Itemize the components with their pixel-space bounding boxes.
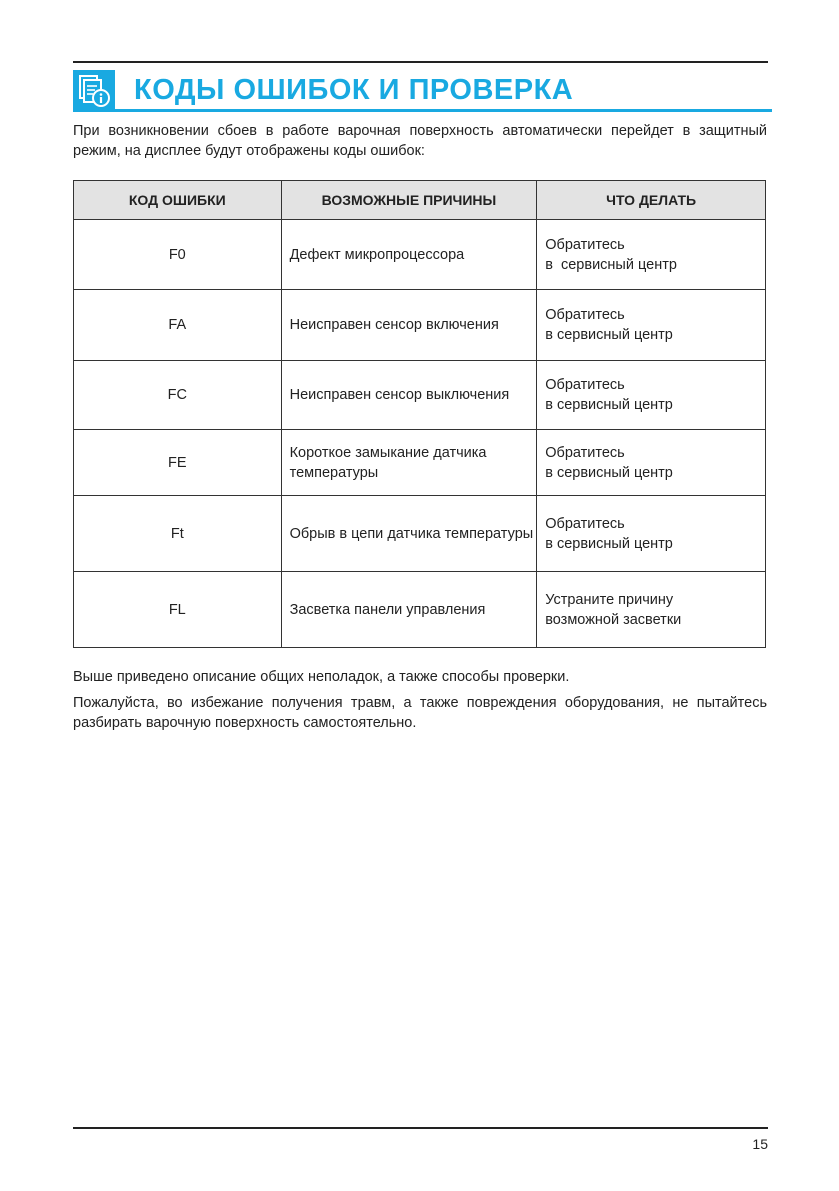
error-action: Устраните причину возможной засветки xyxy=(537,572,766,648)
top-divider xyxy=(73,61,768,63)
table-row xyxy=(74,430,766,496)
title-underline xyxy=(73,109,772,112)
table-row xyxy=(74,572,766,648)
error-code: FC xyxy=(74,361,282,430)
table-header-row xyxy=(74,181,766,220)
error-cause: Неисправен сенсор выключения xyxy=(281,361,537,430)
error-code: F0 xyxy=(74,220,282,290)
table-row xyxy=(74,290,766,361)
error-code: FL xyxy=(74,572,282,648)
document-info-icon xyxy=(73,70,115,110)
error-action: Обратитесь в сервисный центр xyxy=(537,430,766,496)
table-row xyxy=(74,496,766,572)
section-header xyxy=(73,70,768,110)
table-row xyxy=(74,220,766,290)
note-safety-warning: Пожалуйста, во избежание получения травм, а также повреждения оборудования, не пытайтесь разбирать варочную поверхность самостоятельно. xyxy=(73,695,767,731)
page-title: КОДЫ ОШИБОК И ПРОВЕРКА xyxy=(134,74,574,106)
error-action: Обратитесь в сервисный центр xyxy=(537,361,766,430)
error-cause: Засветка панели управления xyxy=(281,572,537,648)
error-code: Ft xyxy=(74,496,282,572)
error-code: FA xyxy=(74,290,282,361)
error-cause: Обрыв в цепи датчика температуры xyxy=(281,496,537,572)
error-action: Обратитесь в сервисный центр xyxy=(537,220,766,290)
note-general: Выше приведено описание общих неполадок, а также способы проверки. xyxy=(73,669,570,685)
table-row xyxy=(74,361,766,430)
header-actions: ЧТО ДЕЛАТЬ xyxy=(537,181,766,220)
error-cause: Короткое замыкание датчика температуры xyxy=(281,430,537,496)
error-cause: Неисправен сенсор включения xyxy=(281,290,537,361)
error-cause: Дефект микропроцессора xyxy=(281,220,537,290)
error-action: Обратитесь в сервисный центр xyxy=(537,290,766,361)
intro-paragraph: При возникновении сбоев в работе варочная поверхность автоматически перейдет в защитный режим, на дисплее будут отображены коды ошибок: xyxy=(73,123,767,159)
page-number: 15 xyxy=(752,1136,768,1152)
header-causes: ВОЗМОЖНЫЕ ПРИЧИНЫ xyxy=(281,181,537,220)
header-code: КОД ОШИБКИ xyxy=(74,181,282,220)
error-code: FE xyxy=(74,430,282,496)
error-action: Обратитесь в сервисный центр xyxy=(537,496,766,572)
bottom-divider xyxy=(73,1127,768,1129)
error-codes-table xyxy=(73,180,766,648)
closing-notes xyxy=(73,667,767,739)
